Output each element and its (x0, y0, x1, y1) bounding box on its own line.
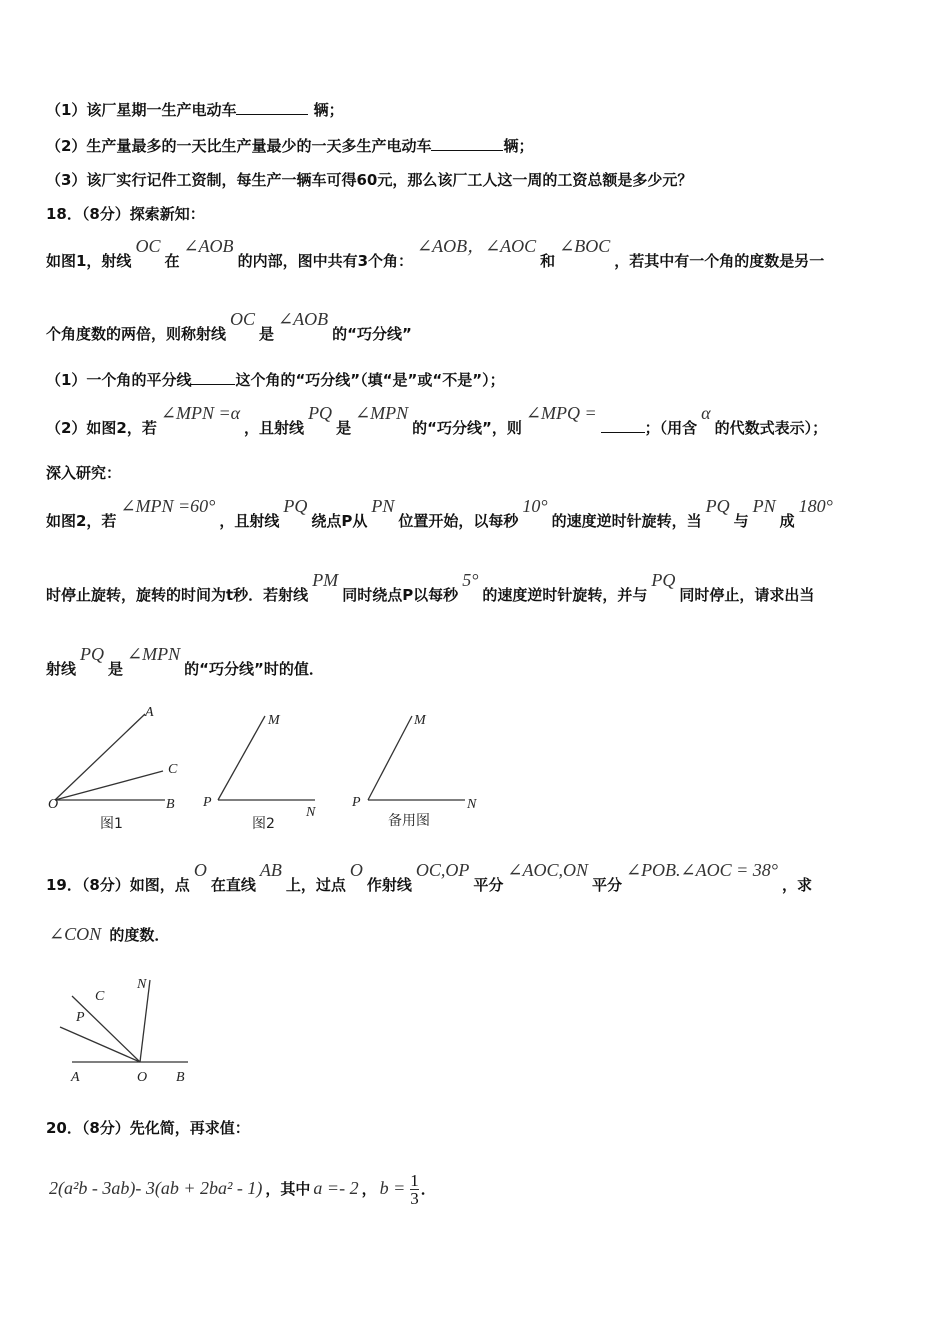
label-m: M (268, 713, 280, 728)
ray-oc (55, 771, 163, 800)
label-p: P (76, 1010, 85, 1025)
math-expression: PQ (308, 403, 333, 423)
label-m: M (414, 713, 426, 728)
math-expression: OC,OP (415, 860, 470, 880)
text: 和 (540, 252, 556, 270)
text: 19．（8分）如图，点 (46, 876, 190, 894)
label-n: N (306, 805, 316, 820)
label-c: C (95, 989, 105, 1004)
caption-spare: 备用图 (388, 813, 430, 829)
text: 绕点P从 (311, 512, 368, 530)
text: ，若其中有一个角的度数是另一 (614, 252, 825, 270)
label-a: A (145, 705, 154, 720)
math-expression: O (349, 860, 363, 880)
text: 同时停止，请求出当 (679, 586, 815, 604)
ray-oc (72, 996, 140, 1062)
math-expression: PQ (283, 496, 308, 516)
text: 的速度逆时针旋转，当 (551, 512, 702, 530)
label-p: P (352, 795, 361, 810)
text: 的“巧分线”，则 (412, 419, 522, 437)
text: ；（用含 (644, 419, 698, 437)
text: ，且射线 (219, 512, 280, 530)
math-expression: 10° (522, 496, 548, 516)
text: 作射线 (366, 876, 412, 894)
label-b: B (176, 1070, 185, 1085)
text: 的度数． (104, 926, 170, 944)
math-expression: ∠AOC,ON (507, 860, 588, 880)
text: （1）一个角的平分线 (46, 371, 192, 389)
text: （3）该厂实行记件工资制，每生产一辆车可得60元，那么该厂工人这一周的工资总额是多少元？ (46, 171, 693, 189)
text: 个角度数的两倍，则称射线 (46, 325, 227, 343)
ray-pm (368, 716, 412, 800)
text: ． (420, 1180, 436, 1198)
text: ，求 (781, 876, 812, 894)
math-expression: OC (135, 236, 161, 256)
text: 在直线 (210, 876, 256, 894)
text: ， (361, 1180, 377, 1198)
label-c: C (168, 762, 178, 777)
text: 是 (336, 419, 352, 437)
figure-1 (55, 714, 165, 800)
text: 20．（8分）先化简，再求值： (46, 1119, 250, 1137)
ray-op (60, 1027, 140, 1062)
label-p: P (203, 795, 212, 810)
text: （1）该厂星期一生产电动车 (46, 101, 237, 119)
text: 射线 (46, 660, 77, 678)
text: 18．（8分）探索新知： (46, 205, 205, 223)
figure-spare (368, 716, 465, 800)
text: 这个角的“巧分线”（填“是”或“不是”）； (235, 371, 505, 389)
text: 的“巧分线”时的值． (184, 660, 324, 678)
math-expression: 2(a²b - 3ab)- 3(ab + 2ba² - 1) (49, 1178, 263, 1198)
text: 时停止旋转，旋转的时间为t秒．若射线 (46, 586, 309, 604)
math-expression: PQ (705, 496, 730, 516)
math-expression: PQ (80, 644, 105, 664)
text: （2）如图2，若 (46, 419, 157, 437)
label-b: B (166, 797, 175, 812)
text: 平分 (591, 876, 622, 894)
math-expression: ∠MPN (127, 644, 181, 664)
math-expression: ∠AOB (278, 309, 329, 329)
text: 辆； (308, 101, 344, 119)
math-expression: ∠MPQ = (525, 403, 597, 423)
math-expression: ∠MPN (355, 403, 409, 423)
text: 深入研究： (46, 464, 122, 482)
numerator: 1 (410, 1171, 419, 1190)
math-expression: b = (379, 1178, 406, 1198)
text: 成 (779, 512, 795, 530)
math-expression: ∠AOB，∠AOC (417, 236, 537, 256)
math-expression: ∠MPN =60° (120, 496, 216, 516)
math-expression: ∠POB.∠AOC = 38° (625, 860, 778, 880)
math-expression: α (701, 403, 711, 423)
text: 在 (164, 252, 180, 270)
text: ，且射线 (244, 419, 305, 437)
ray-on (140, 980, 150, 1062)
text: 的代数式表示）； (714, 419, 828, 437)
text: ，其中 (265, 1180, 311, 1198)
math-expression: 180° (798, 496, 833, 516)
math-expression: ∠MPN =α (160, 403, 241, 423)
text: 如图2，若 (46, 512, 117, 530)
math-expression: PM (312, 570, 339, 590)
label-n: N (137, 977, 147, 992)
text: 与 (733, 512, 749, 530)
label-a: A (71, 1070, 80, 1085)
text: 如图1，射线 (46, 252, 132, 270)
math-expression: ∠CON (49, 924, 102, 944)
figure-2 (218, 716, 315, 800)
caption-fig1: 图1 (100, 816, 123, 832)
label-o: O (48, 797, 59, 812)
math-expression: AB (259, 860, 282, 880)
text: 的内部，图中共有3个角： (237, 252, 414, 270)
text: 同时绕点P以每秒 (342, 586, 459, 604)
text: 是 (108, 660, 124, 678)
text: 辆； (503, 137, 534, 155)
math-expression: ∠BOC (559, 236, 611, 256)
math-expression: ∠AOB (183, 236, 234, 256)
math-expression: OC (230, 309, 256, 329)
math-expression: O (193, 860, 207, 880)
math-expression: a =- 2 (313, 1178, 359, 1198)
ray-pm (218, 716, 265, 800)
label-n: N (467, 797, 477, 812)
text: 的速度逆时针旋转，并与 (482, 586, 648, 604)
text: （2）生产量最多的一天比生产量最少的一天多生产电动车 (46, 137, 432, 155)
math-expression: PN (371, 496, 395, 516)
math-expression: 5° (462, 570, 479, 590)
math-expression: PN (752, 496, 776, 516)
text: 的“巧分线” (332, 325, 412, 343)
caption-fig2: 图2 (252, 816, 275, 832)
text: 平分 (473, 876, 504, 894)
text: 位置开始，以每秒 (398, 512, 519, 530)
denominator: 3 (410, 1189, 419, 1208)
text: 上，过点 (285, 876, 346, 894)
label-o: O (137, 1070, 148, 1085)
math-expression: PQ (651, 570, 676, 590)
ray-oa (55, 714, 145, 800)
text: 是 (259, 325, 275, 343)
